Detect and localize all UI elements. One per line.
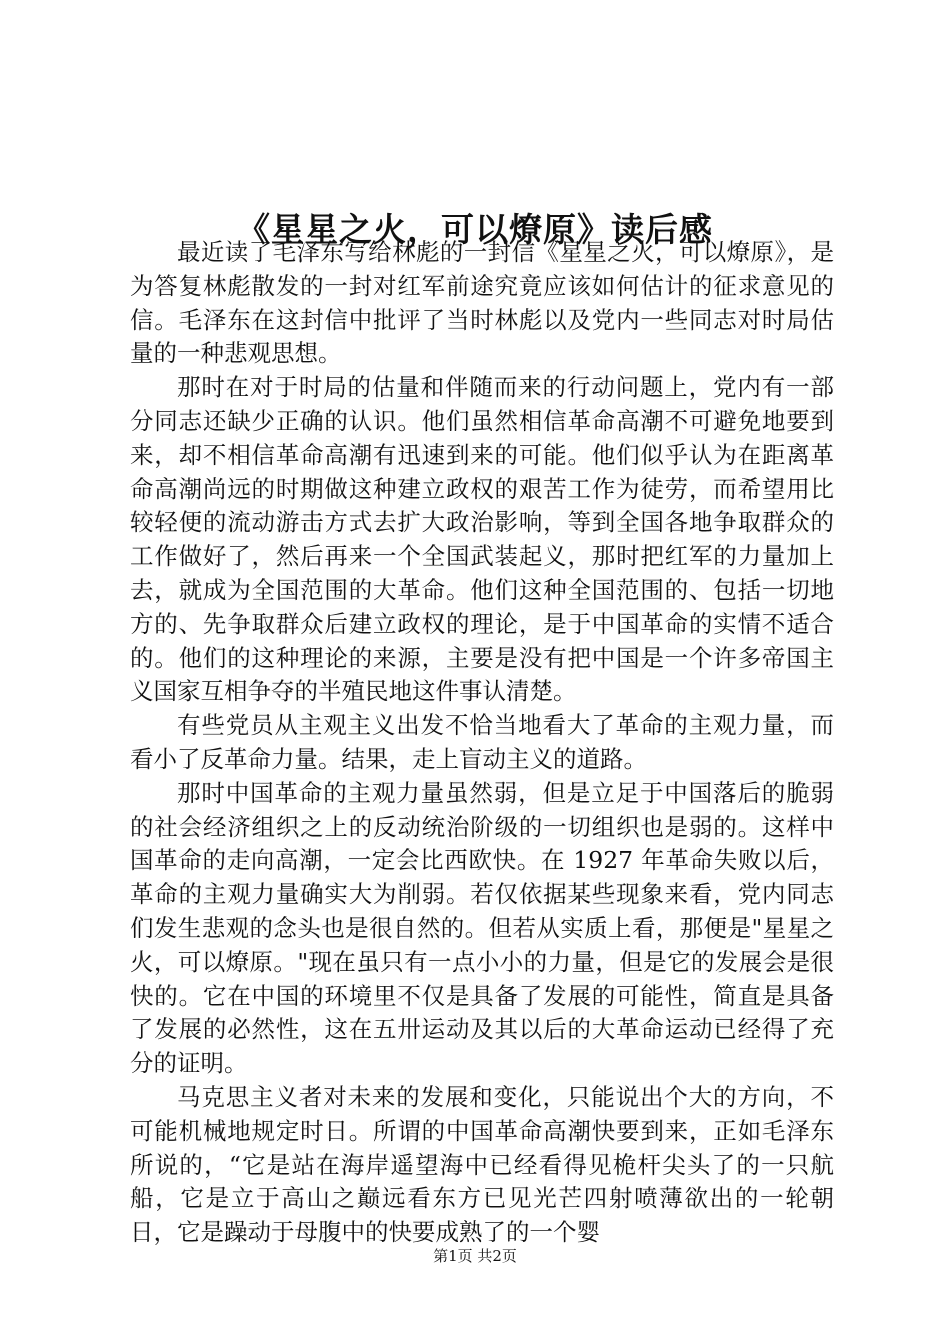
paragraph: 那时中国革命的主观力量虽然弱，但是立足于中国落后的脆弱的社会经济组织之上的反动统治阶级的一切组织也是弱的。这样中国革命的走向高潮，一定会比西欧快。在 1927 年革命失败以后，革命的主观力量确实大为削弱。若仅依据某些现象来看，党内同志们发生悲观的念头也是很自然的。但若从实质上看，那便是"星星之火，可以燎原。"现在虽只有一点小小的力量，但是它的发展会是很快的。它在中国的环境里不仅是具备了发展的可能性，简直是具备了发展的必然性，这在五卅运动及其以后的大革命运动已经得了充分的证明。 [130,778,834,1078]
page-footer: 第1页 共2页 [433,1247,517,1265]
paragraph: 马克思主义者对未来的发展和变化，只能说出个大的方向，不可能机械地规定时日。所谓的中国革命高潮快要到来，正如毛泽东所说的，“它是站在海岸遥望海中已经看得见桅杆尖头了的一只航船，它是立于高山之巅远看东方已见光芒四射喷薄欲出的一轮朝日，它是躁动于母腹中的快要成熟了的一个婴 [130,1082,834,1247]
document-title: 《星星之火，可以燎原》读后感 [237,210,713,250]
paragraph: 有些党员从主观主义出发不恰当地看大了革命的主观力量，而看小了反革命力量。结果，走上盲动主义的道路。 [130,711,834,773]
document-body [130,236,834,1250]
paragraph: 那时在对于时局的估量和伴随而来的行动问题上，党内有一部分同志还缺少正确的认识。他们虽然相信革命高潮不可避免地要到来，却不相信革命高潮有迅速到来的可能。他们似乎认为在距离革命高潮尚远的时期做这种建立政权的艰苦工作为徒劳，而希望用比较轻便的流动游击方式去扩大政治影响，等到全国各地争取群众的工作做好了，然后再来一个全国武装起义，那时把红军的力量加上去，就成为全国范围的大革命。他们这种全国范围的、包括一切地方的、先争取群众后建立政权的理论，是于中国革命的实情不适合的。他们的这种理论的来源，主要是没有把中国是一个许多帝国主义国家互相争夺的半殖民地这件事认清楚。 [130,373,834,706]
paragraph: 最近读了毛泽东写给林彪的一封信《星星之火，可以燎原》，是为答复林彪散发的一封对红军前途究竟应该如何估计的征求意见的信。毛泽东在这封信中批评了当时林彪以及党内一些同志对时局估量的一种悲观思想。 [130,238,834,368]
